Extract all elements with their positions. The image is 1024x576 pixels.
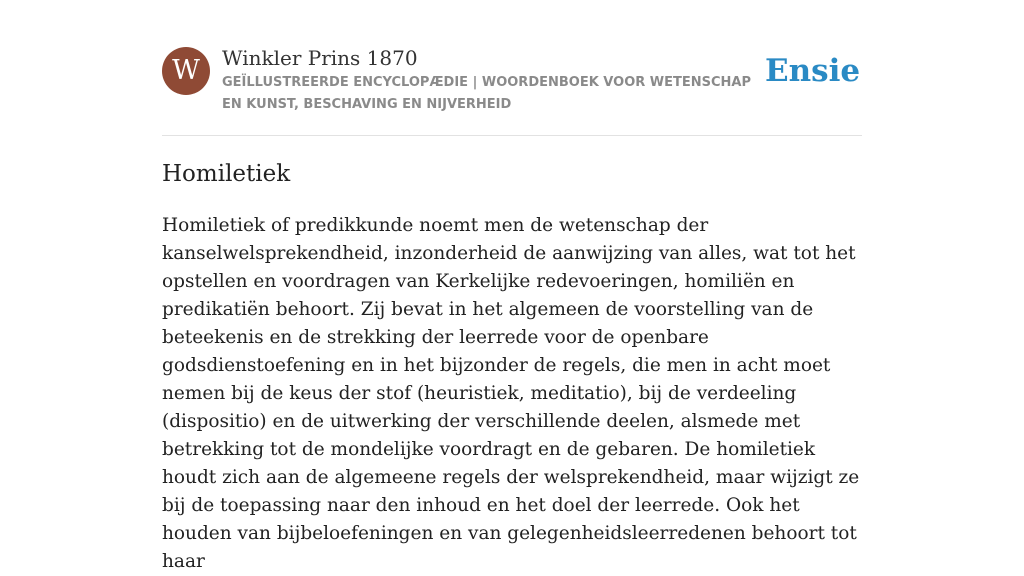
source-title[interactable]: Winkler Prins 1870 [222, 46, 418, 70]
article-title: Homiletiek [162, 161, 291, 187]
source-header [162, 46, 862, 116]
header-divider [162, 135, 862, 136]
source-avatar[interactable]: W [162, 47, 210, 95]
ensie-logo[interactable]: Ensie [765, 53, 861, 89]
article-body: Homiletiek of predikkunde noemt men de wetenschap der kanselwelsprekendheid, inzonderheid de aanwijzing van alles, wat tot het opstellen en voordragen van Kerkelijke redevoeringen, homiliën en predikatiën behoort. Zij bevat in het algemeen de voorstelling van de beteekenis en de strekking der leerrede voor de openbare godsdienstoefening en in het bijzonder de regels, die men in acht moet nemen bij de keus der stof (heuristiek, meditatio), bij de verdeeling (dispositio) en de uitwerking der verschillende deelen, alsmede met betrekking tot de mondelijke voordragt en de gebaren. De homiletiek houdt zich aan de algemeene regels der welsprekendheid, maar wijzigt ze bij de toepassing naar den inhoud en het doel der leerrede. Ook het houden van bijbeloefeningen en van gelegenheidsleerredenen behoort tot haar [162, 215, 860, 572]
source-subtitle: GEÏLLUSTREERDE ENCYCLOPÆDIE | WOORDENBOEK VOOR WETENSCHAP EN KUNST, BESCHAVING EN NIJVERHEID [222, 75, 751, 112]
